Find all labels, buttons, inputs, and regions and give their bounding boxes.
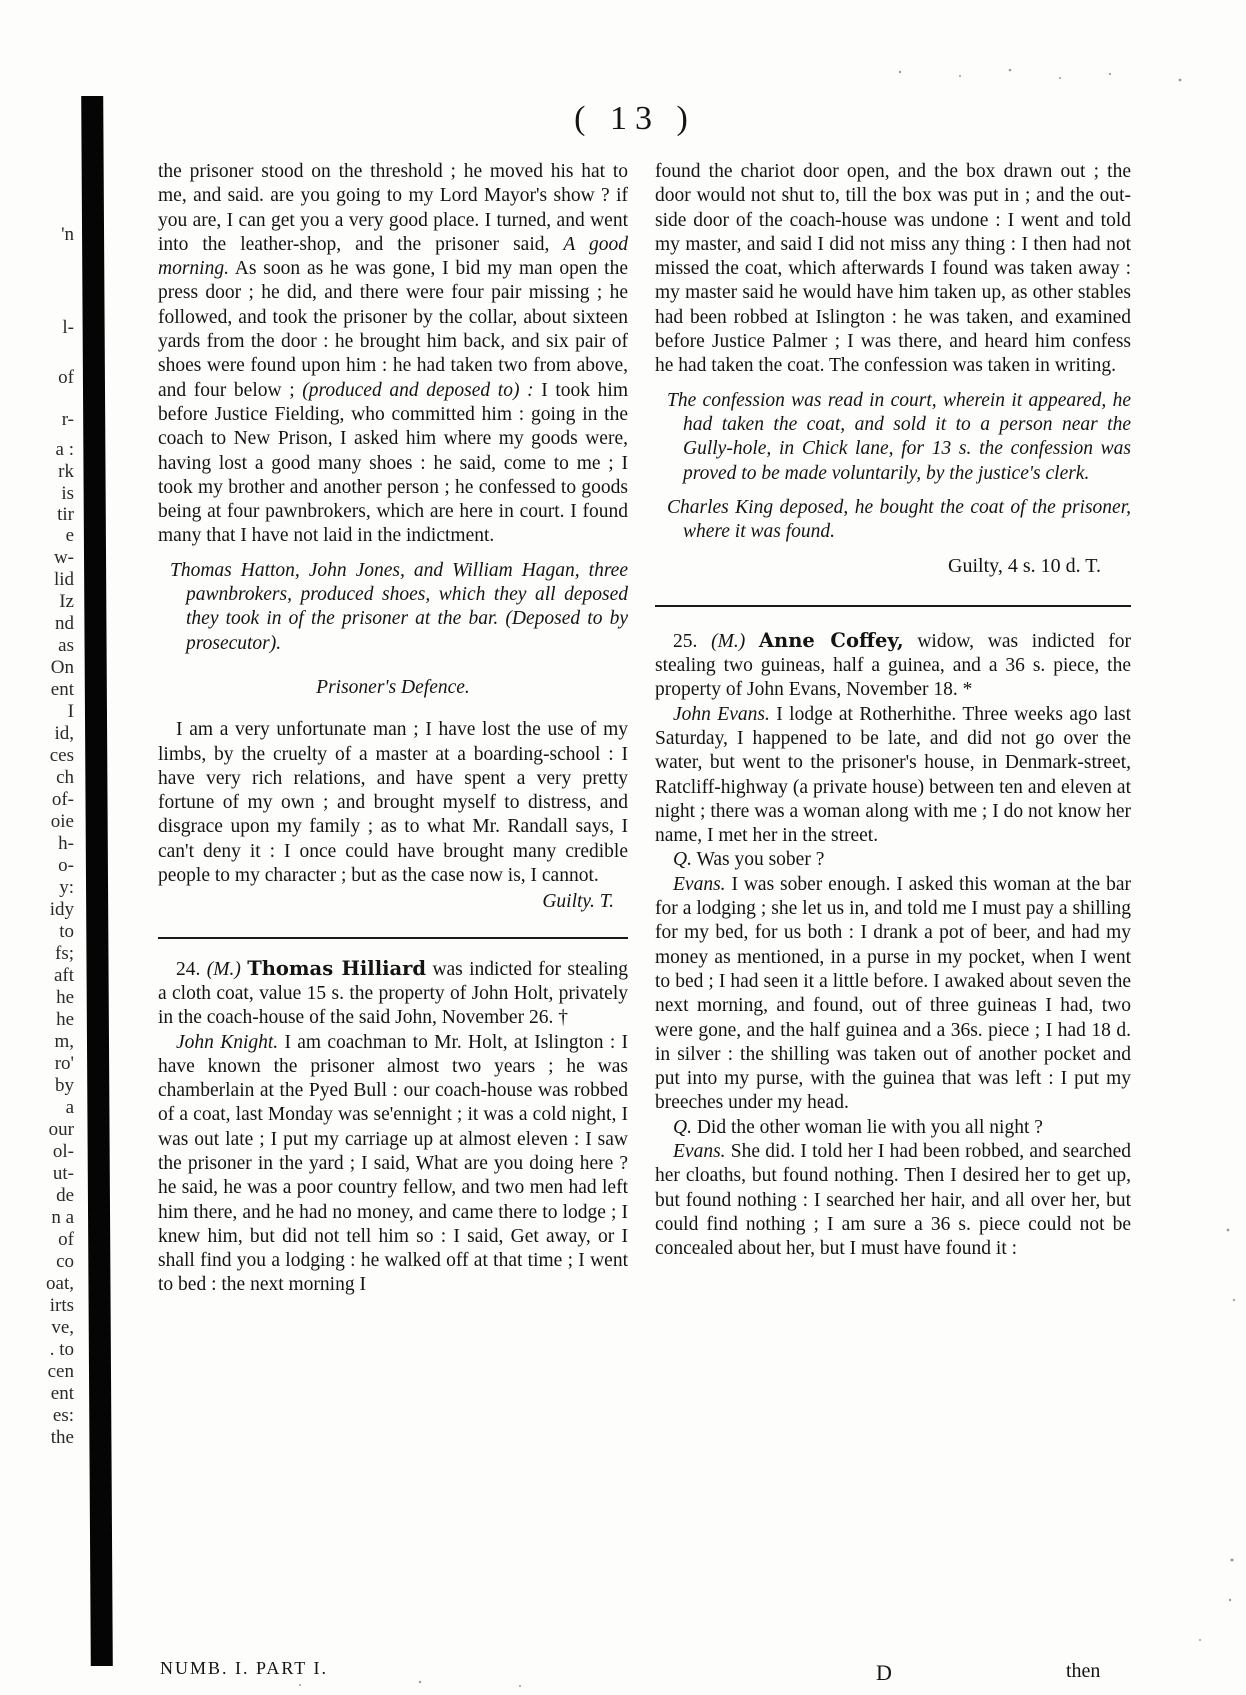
margin-fragment: of	[58, 1229, 74, 1250]
left-column	[158, 160, 628, 1298]
defendant-name: Thomas Hilliard	[247, 956, 427, 980]
margin-fragment: Iz	[59, 591, 74, 612]
witness-text: I am coachman to Mr. Holt, at Islington : I have known the prisoner almost two years ; he was chamberlain at the Pyed Bull : our coach-house was robbed of a coat, last Monday was se'ennight ; it was a cold night, I was out late ; I put my carriage up at almost eleven : I saw the prisoner in the yard ; I said, What are you doing here ? he said, he was a poor country fellow, and two men had left him there, and he had no money, and came there to lodge ; I knew him, but did not tell him so : I said, Get away, or I shall find you a lodging : he walked off at that time ; I went to bed : the next morning I	[158, 1031, 629, 1296]
witness-text: She did. I told her I had been robbed, and searched her cloaths, but found nothing. Then I desired her to get up, but found nothing : I searched her hair, and all over her, but could find nothing ; I am sure a 36 s. piece could not be concealed about her, but I must have found it :	[655, 1140, 1131, 1260]
margin-fragment: ve,	[51, 1317, 74, 1338]
indictment-text: widow, was indicted for stealing two guineas, half a guinea, and a 36 s. piece, the property of John Evans, November 18. *	[655, 630, 1132, 701]
margin-fragment: nd	[55, 613, 74, 634]
verdict: Guilty, 4 s. 10 d. T.	[948, 555, 1101, 578]
margin-fragment: y:	[59, 877, 74, 898]
king-deposition: Charles King deposed, he bought the coat of the prisoner, where it was found.	[667, 496, 1131, 543]
margin-fragment: to	[59, 921, 74, 942]
defence-text: I am a very unfortunate man ; I have lost the use of my limbs, by the cruelty of a master at a boarding-school : I have very rich relations, and have spent a very pretty fortune of my own ; and brought myself to distress, and disgrace upon my family ; as to what Mr. Randall says, I can't deny it : I once could have brought many credible people to my character ; but as the case now is, I cannot.	[158, 719, 628, 887]
question-text: Was you sober ?	[696, 849, 825, 871]
binding-gutter-shadow	[81, 96, 113, 1666]
margin-fragment: l-	[62, 317, 74, 338]
margin-fragment: irts	[49, 1295, 74, 1316]
witness-name: John Knight.	[176, 1031, 279, 1053]
margin-fragment: tir	[57, 504, 74, 525]
margin-fragment: h-	[58, 833, 74, 854]
witness-text: I lodge at Rotherhithe. Three weeks ago last Saturday, I happened to be late, and did not go over the water, but went to the prisoner's house, in Denmark-street, Ratcliff-highway (a private house) between ten and eleven at night ; there was a woman along with me ; I do not know her name, I met her in the street.	[655, 703, 1131, 847]
footer-part-marker: NUMB. I. PART I.	[160, 1658, 328, 1678]
margin-fragment: ro'	[54, 1053, 74, 1074]
margin-fragment: e	[65, 525, 74, 546]
testimony-text-2: As soon as he was gone, I bid my man open the press door ; he did, and there were four pair missing ; he followed, and took the prisoner by the collar, about sixteen yards from the door : he brought him back, and six pair of shoes were found upon him : he had taken two from above, and four below ;	[158, 258, 628, 401]
knight-testimony	[158, 1031, 628, 1298]
pawnbrokers-deposition: Thomas Hatton, John Jones, and William Hagan, three pawnbrokers, produced shoes, which they all deposed they took in of the prisoner at the bar. (Deposed to by prosecutor).	[170, 559, 628, 654]
indictment-text: was indicted for stealing a cloth coat, value 15 s. the property of John Holt, privately in the coach-house of the said John, November 26. †	[158, 958, 629, 1029]
margin-fragment: 'n	[61, 224, 74, 245]
question-label: Q.	[673, 1116, 692, 1138]
section-divider	[655, 605, 1131, 607]
catchword: then	[1066, 1660, 1101, 1682]
margin-fragment: ent	[50, 1383, 74, 1404]
margin-fragment: a :	[55, 439, 74, 460]
question-text: Did the other woman lie with you all night ?	[696, 1116, 1043, 1138]
margin-fragment: lid	[53, 569, 74, 590]
section-divider	[158, 937, 628, 939]
defendant-name: Anne Coffey,	[758, 628, 904, 652]
quoted-greeting: A good morning.	[158, 233, 628, 280]
margin-fragment: es:	[52, 1405, 74, 1426]
verdict: Guilty. T.	[542, 891, 614, 913]
defence-heading: Prisoner's Defence.	[316, 676, 470, 698]
knight-continued: found the chariot door open, and the box drawn out ; the door would not shut to, till the box was put in ; and the out-side door of the coach-house was undone : I went and told my master, and said I did not miss any thing : I then had not missed the coat, which afterwards I found was taken away : my master said he would have him taken up, as other stables had been robbed at Islington : he was taken, and examined before Justice Palmer ; I was there, and heard him confess he had taken the coat. The confession was taken in writing.	[655, 161, 1131, 377]
margin-fragment: as	[58, 635, 74, 656]
margin-fragment: ent	[50, 679, 74, 700]
margin-fragment: our	[48, 1119, 74, 1140]
case-25-header	[655, 629, 1131, 703]
witness-name: Evans.	[673, 873, 726, 895]
margin-fragment: On	[50, 657, 74, 678]
margin-fragment: he	[56, 1009, 74, 1030]
margin-fragment: the	[50, 1427, 74, 1448]
margin-fragment: I	[67, 701, 74, 722]
margin-fragment: w-	[53, 547, 74, 568]
margin-fragment: rk	[58, 461, 74, 482]
margin-fragment: id,	[54, 723, 74, 744]
margin-fragment: n a	[51, 1207, 74, 1228]
margin-fragment: oat,	[46, 1273, 74, 1294]
margin-fragment: idy	[49, 899, 74, 920]
margin-fragment: co	[56, 1251, 74, 1272]
margin-fragment: oie	[50, 811, 74, 832]
margin-fragment: by	[55, 1075, 74, 1096]
margin-fragment: aft	[53, 965, 74, 986]
question-1	[655, 848, 1131, 872]
signature-mark: D	[876, 1660, 892, 1685]
margin-fragment: . to	[49, 1339, 74, 1360]
margin-fragment: of-	[51, 789, 74, 810]
margin-fragment: ol-	[52, 1141, 74, 1162]
margin-fragment: of	[58, 367, 74, 388]
confession-note: The confession was read in court, wherein it appeared, he had taken the coat, and sold it to a person near the Gully-hole, in Chick lane, for 13 s. the confession was proved to be made voluntarily, by the justice's clerk.	[667, 389, 1131, 484]
witness-name: Evans.	[673, 1140, 726, 1162]
right-column	[655, 160, 1131, 1261]
court-tag: (M.)	[711, 630, 746, 652]
margin-fragment: cen	[47, 1361, 74, 1382]
testimony-paragraph	[158, 160, 628, 549]
evans-answer-2	[655, 1140, 1131, 1261]
margin-fragment: ut-	[52, 1163, 74, 1184]
margin-fragment: de	[56, 1185, 74, 1206]
margin-fragment: r-	[61, 409, 74, 430]
witness-name: John Evans.	[673, 703, 770, 725]
margin-fragment: fs;	[55, 943, 74, 964]
produced-note: (produced and deposed to) :	[302, 379, 534, 401]
court-tag: (M.)	[206, 958, 241, 980]
case-number: 24.	[176, 958, 201, 980]
evans-answer-1	[655, 873, 1131, 1116]
witness-text: I was sober enough. I asked this woman at the bar for a lodging ; she let us in, and told me I must pay a shilling for my bed, for us both : I drank a pot of beer, and had my money as mentioned, in a purse in my pocket, when I went to bed ; I had seen it a little before. I awaked about seven the next morning, and found, out of three guineas I had, two were gone, and the half guinea and a 36s. piece ; I had 18 d. in silver : the shilling was taken out of another pocket and put into my purse, with the guinea that was left : I put my breeches under my head.	[655, 873, 1132, 1114]
margin-fragment: ch	[56, 767, 74, 788]
margin-fragment: a	[65, 1097, 74, 1118]
margin-fragment: o-	[58, 855, 74, 876]
testimony-text-3: I took him before Justice Fielding, who committed him : going in the coach to New Prison, I asked him where my goods were, having lost a good many shoes : he said, come to me ; I took my brother and another person ; he confessed to goods being at four pawnbrokers, which are here in court. I found many that I have not laid in the indictment.	[158, 379, 628, 547]
margin-fragment: is	[61, 483, 74, 504]
margin-fragment: ces	[49, 745, 74, 766]
case-24-header	[158, 957, 628, 1031]
question-label: Q.	[673, 849, 692, 871]
evans-testimony	[655, 703, 1131, 849]
margin-fragment: he	[56, 987, 74, 1008]
testimony-text: the prisoner stood on the threshold ; he moved his hat to me, and said. are you going to my Lord Mayor's show ? if you are, I can get you a very good place. I turned, and went into the leather-shop, and the prisoner said,	[158, 161, 628, 255]
case-number: 25.	[673, 630, 698, 652]
question-2	[655, 1116, 1131, 1140]
margin-fragment: m,	[54, 1031, 74, 1052]
page-number: ( 13 )	[574, 100, 696, 137]
